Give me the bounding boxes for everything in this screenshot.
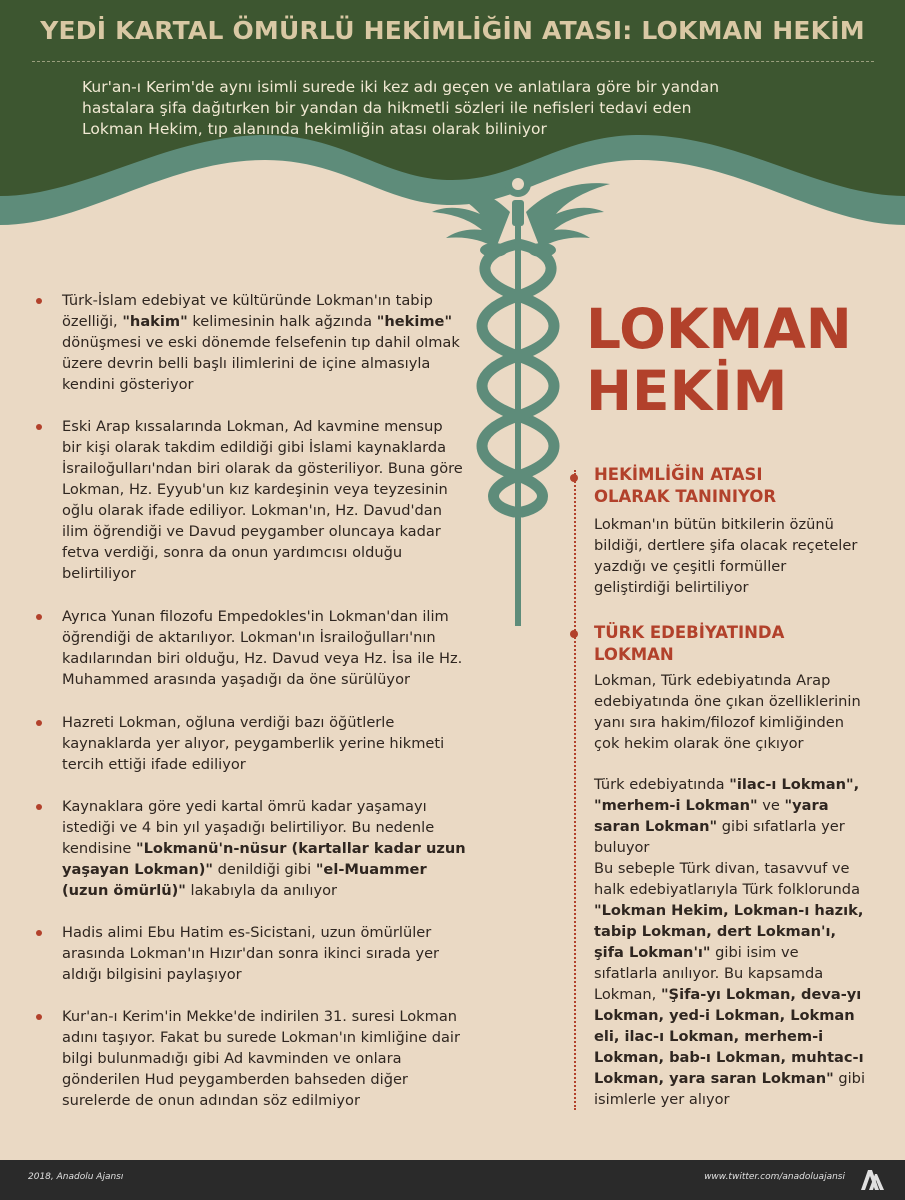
section-dot-icon [570, 474, 578, 482]
footer [0, 1160, 905, 1200]
bullet-dot-icon [36, 298, 42, 304]
hero-name-line1: LOKMAN [586, 297, 852, 361]
list-item [36, 922, 466, 985]
list-item [36, 416, 466, 584]
list-item [36, 1006, 466, 1111]
list-item [36, 796, 466, 901]
right-column [574, 465, 876, 1110]
title-divider [32, 61, 874, 62]
list-item [36, 712, 466, 775]
list-item-text: Eski Arap kıssalarında Lokman, Ad kavmine mensup bir kişi olarak takdim edildiği gibi İslami kaynaklarda İsrailoğulları'ndan biri olarak da gösteriliyor. Buna göre Lokman, Hz. Eyyub'un kız kardeşinin veya teyzesinin oğlu olarak ifade ediliyor. Lokman'ın, Hz. Davud'dan ilim öğrendiği ve Davud peygamber oluncaya kadar fetva verdiği, sonra da onun yardımcısı olduğu belirtiliyor [62, 418, 463, 582]
bullet-dot-icon [36, 930, 42, 936]
anadolu-logo-icon [859, 1168, 885, 1192]
hero-name [586, 298, 852, 422]
bullet-dot-icon [36, 614, 42, 620]
section-heading-2: TÜRK EDEBİYATINDA LOKMAN [594, 623, 785, 664]
hero-name-line2: HEKİM [586, 359, 788, 423]
section-dot-icon [570, 630, 578, 638]
page-title: YEDİ KARTAL ÖMÜRLÜ HEKİMLİĞİN ATASI: LOKMAN HEKİM [40, 16, 865, 45]
section-heading-1: HEKİMLİĞİN ATASI OLARAK TANINIYOR [594, 465, 777, 506]
section-text-3: Türk edebiyatında "ilac-ı Lokman", "merhem-i Lokman" ve "yara saran Lokman" gibi sıfatlarla yer buluyor [594, 776, 860, 856]
bullet-dot-icon [36, 1014, 42, 1020]
list-item [36, 290, 466, 395]
list-item-text: Ayrıca Yunan filozofu Empedokles'in Lokman'dan ilim öğrendiği de aktarılıyor. Lokman'ın İsrailoğulları'nın kadılarından biri olduğu, Hz. Davud veya Hz. İsa ile Hz. Muhammed arasında yaşadığı da öne sürülüyor [62, 608, 463, 688]
list-item [36, 606, 466, 690]
section-text-4: Bu sebeple Türk divan, tasavvuf ve halk edebiyatlarıyla Türk folklorunda "Lokman Hekim, Lokman-ı hazık, tabip Lokman, dert Lokman'ı, şifa Lokman'ı" gibi isim ve sıfatlarla anılıyor. Bu kapsamda Lokman, "Şifa-yı Lokman, deva-yı Lokman, yed-i Lokman, Lokman eli, ilac-ı Lokman, merhem-i Lokman, bab-ı Lokman, muhtac-ı Lokman, yara saran Lokman" gibi isimlerle yer alıyor [594, 860, 865, 1108]
bullet-dot-icon [36, 720, 42, 726]
section-text-2: Lokman, Türk edebiyatında Arap edebiyatında öne çıkan özelliklerinin yanı sıra hakim/filozof kimliğinden çok hekim olarak öne çıkıyor [594, 672, 861, 752]
list-item-text: Kaynaklara göre yedi kartal ömrü kadar yaşamayı istediği ve 4 bin yıl yaşadığı belirtiliyor. Bu nedenle kendisine "Lokmanü'n-nüsur (kartallar kadar uzun yaşayan Lokman)" denildiği gibi "el-Muammer (uzun ömürlü)" lakabıyla da anılıyor [62, 798, 466, 899]
list-item-text: Türk-İslam edebiyat ve kültüründe Lokman'ın tabip özelliği, "hakim" kelimesinin halk ağzında "hekime" dönüşmesi ve eski dönemde felsefenin tıp dahil olmak üzere devrin belli başlı ilimlerini de içine almasıyla kendini gösteriyor [62, 292, 460, 393]
footer-credit: 2018, Anadolu Ajansı [28, 1172, 124, 1182]
list-item-text: Kur'an-ı Kerim'in Mekke'de indirilen 31. suresi Lokman adını taşıyor. Fakat bu surede Lokman'ın kimliğine dair bilgi bulunmadığı gibi Ad kavminden ve onlara gönderilen Hud peygamberden bahseden diğer surelerde de onun adından söz edilmiyor [62, 1008, 460, 1109]
section-text-1: Lokman'ın bütün bitkilerin özünü bildiği, dertlere şifa olacak reçeteler yazdığı ve çeşitli formüller geliştirdiği belirtiliyor [594, 516, 858, 596]
bullet-dot-icon [36, 804, 42, 810]
list-item-text: Hadis alimi Ebu Hatim es-Sicistani, uzun ömürlüler arasında Lokman'ın Hızır'dan sonra ikinci sırada yer aldığı bilgisini paylaşıyor [62, 924, 440, 983]
footer-twitter-link[interactable]: www.twitter.com/anadoluajansi [704, 1172, 845, 1182]
list-item-text: Hazreti Lokman, oğluna verdiği bazı öğütlerle kaynaklarda yer alıyor, peygamberlik yerine hikmeti tercih ettiği ifade ediliyor [62, 714, 445, 773]
intro-paragraph: Kur'an-ı Kerim'de aynı isimli surede iki kez adı geçen ve anlatılara göre bir yandan hastalara şifa dağıtırken bir yandan da hikmetli sözleri ile nefisleri tedavi eden Lokman Hekim, tıp alanında hekimliğin atası olarak biliniyor [82, 78, 720, 138]
bullet-dot-icon [36, 424, 42, 430]
